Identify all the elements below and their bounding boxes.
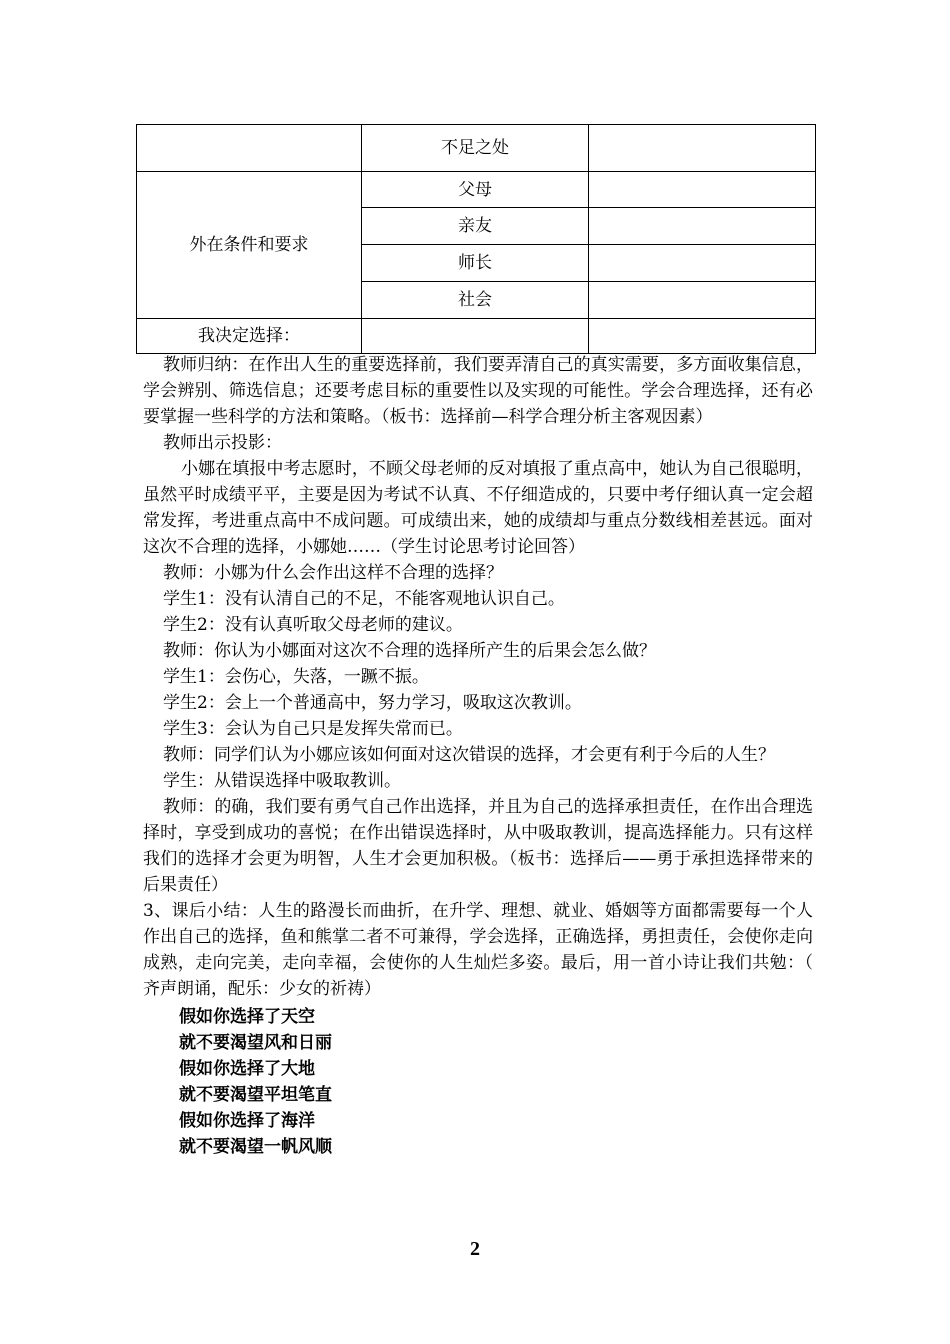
- case-paragraph: 小娜在填报中考志愿时，不顾父母老师的反对填报了重点高中，她认为自己很聪明，虽然平时成绩平平，主要是因为考试不认真、不仔细造成的，只要中考仔细认真一定会超常发挥，考进重点高中不成问题。可成绩出来，她的成绩却与重点分数线相差甚远。面对这次不合理的选择，小娜她……（学生讨论思考讨论回答）: [143, 459, 813, 557]
- paragraph: 教师归纳：在作出人生的重要选择前，我们要弄清自己的真实需要，多方面收集信息，学会辨别、筛选信息；还要考虑目标的重要性以及实现的可能性。学会合理选择，还有必要掌握一些科学的方法和策略。（板书：选择前—科学合理分析主客观因素）: [143, 355, 813, 427]
- paragraph: 学生3：会认为自己只是发挥失常而已。: [163, 719, 463, 739]
- poem-line: 就不要渴望平坦笔直: [179, 1085, 332, 1105]
- paragraph: 学生1：会伤心，失落，一蹶不振。: [163, 667, 429, 687]
- analysis-table: [136, 124, 816, 354]
- table-cell: [589, 245, 816, 282]
- table-cell: [589, 208, 816, 245]
- table-cell: [137, 125, 362, 172]
- paragraph: 教师：你认为小娜面对这次不合理的选择所产生的后果会怎么做？: [163, 641, 656, 661]
- page-number: 2: [470, 1238, 480, 1260]
- poem-line: 就不要渴望一帆风顺: [179, 1137, 332, 1157]
- poem-line: 就不要渴望风和日丽: [179, 1033, 332, 1053]
- poem: [143, 1004, 813, 1160]
- table-cell-relatives: 亲友: [362, 208, 589, 245]
- paragraph: 教师出示投影：: [163, 433, 282, 453]
- table-cell: [362, 319, 589, 354]
- paragraph: 教师：同学们认为小娜应该如何面对这次错误的选择，才会更有利于今后的人生？: [163, 745, 775, 765]
- paragraph: 学生2：没有认真听取父母老师的建议。: [163, 615, 463, 635]
- paragraph: 教师：的确，我们要有勇气自己作出选择，并且为自己的选择承担责任，在作出合理选择时，享受到成功的喜悦；在作出错误选择时，从中吸取教训，提高选择能力。只有这样我们的选择才会更为明智，人生才会更加积极。（板书：选择后——勇于承担选择带来的后果责任）: [143, 797, 813, 895]
- table-cell: [589, 172, 816, 208]
- table-cell-external: 外在条件和要求: [137, 172, 362, 319]
- poem-line: 假如你选择了海洋: [179, 1111, 315, 1131]
- table-row: [137, 319, 816, 354]
- table-cell-teachers: 师长: [362, 245, 589, 282]
- paragraph: 学生1：没有认清自己的不足，不能客观地认识自己。: [163, 589, 565, 609]
- poem-line: 假如你选择了大地: [179, 1059, 315, 1079]
- paragraph: 教师：小娜为什么会作出这样不合理的选择？: [163, 563, 503, 583]
- poem-line: 假如你选择了天空: [179, 1007, 315, 1027]
- table-cell: [589, 125, 816, 172]
- table-row: [137, 125, 816, 172]
- table-cell-parents: 父母: [362, 172, 589, 208]
- table-cell-shortcomings: 不足之处: [362, 125, 589, 172]
- summary-paragraph: 3、课后小结：人生的路漫长而曲折，在升学、理想、就业、婚姻等方面都需要每一个人作出自己的选择，鱼和熊掌二者不可兼得，学会选择，正确选择，勇担责任，会使你走向成熟，走向完美，走向幸福，会使你的人生灿烂多姿。最后，用一首小诗让我们共勉：（ 齐声朗诵，配乐：少女的祈祷）: [143, 901, 830, 999]
- table-cell: [589, 319, 816, 354]
- paragraph: 学生：从错误选择中吸取教训。: [163, 771, 401, 791]
- table-cell: [589, 282, 816, 319]
- table-cell-society: 社会: [362, 282, 589, 319]
- table-cell-decision: 我决定选择：: [137, 319, 362, 354]
- paragraph: 学生2：会上一个普通高中，努力学习，吸取这次教训。: [163, 693, 582, 713]
- table-row: [137, 172, 816, 208]
- body-text: [143, 352, 830, 1160]
